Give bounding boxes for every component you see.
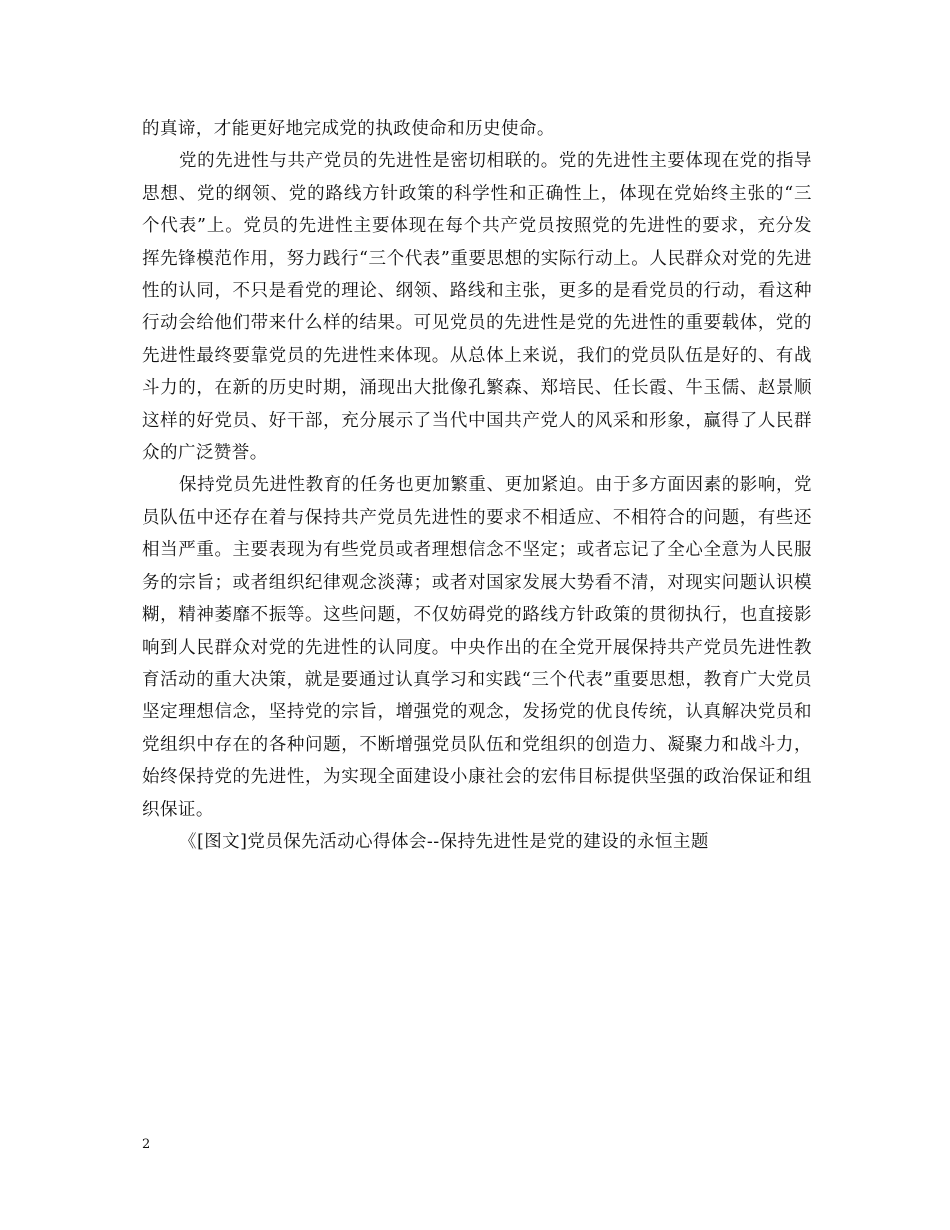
paragraph-education-task: 保持党员先进性教育的任务也更加繁重、更加紧迫。由于多方面因素的影响，党员队伍中还存在着与保持共产党员先进性的要求不相适应、不相符合的问题，有些还相当严重。主要表现为有些党员或者理想信念不坚定；或者忘记了全心全意为人民服务的宗旨；或者组织纪律观念淡薄；或者对国家发展大势看不清，对现实问题认识模糊，精神萎靡不振等。这些问题，不仅妨碍党的路线方针政策的贯彻执行，也直接影响到人民群众对党的先进性的认同度。中央作出的在全党开展保持共产党员先进性教育活动的重大决策，就是要通过认真学习和实践“三个代表”重要思想，教育广大党员坚定理想信念，坚持党的宗旨，增强党的观念，发扬党的优良传统，认真解决党员和党组织中存在的各种问题，不断增强党员队伍和党组织的创造力、凝聚力和战斗力，始终保持党的先进性，为实现全面建设小康社会的宏伟目标提供坚强的政治保证和组织保证。 bbox=[142, 475, 812, 820]
paragraph-continuation: 的真谛，才能更好地完成党的执政使命和历史使命。 bbox=[142, 119, 555, 139]
paragraph-party-advancement: 党的先进性与共产党员的先进性是密切相联的。党的先进性主要体现在党的指导思想、党的纲领、党的路线方针政策的科学性和正确性上，体现在党始终主张的“三个代表”上。党员的先进性主要体现在每个共产党员按照党的先进性的要求，充分发挥先锋模范作用，努力践行“三个代表”重要思想的实际行动上。人民群众对党的先进性的认同，不只是看党的理论、纲领、路线和主张，更多的是看党员的行动，看这种行动会给他们带来什么样的结果。可见党员的先进性是党的先进性的重要载体，党的先进性最终要靠党员的先进性来体现。从总体上来说，我们的党员队伍是好的、有战斗力的，在新的历史时期，涌现出大批像孔繁森、郑培民、任长霞、牛玉儒、赵景顺这样的好党员、好干部，充分展示了当代中国共产党人的风采和形象，赢得了人民群众的广泛赞誉。 bbox=[142, 151, 812, 464]
page-number: 2 bbox=[142, 1137, 151, 1152]
document-body bbox=[142, 113, 812, 858]
paragraph-title-reference: 《[图文]党员保先活动心得体会--保持先进性是党的建设的永恒主题 bbox=[179, 831, 709, 852]
